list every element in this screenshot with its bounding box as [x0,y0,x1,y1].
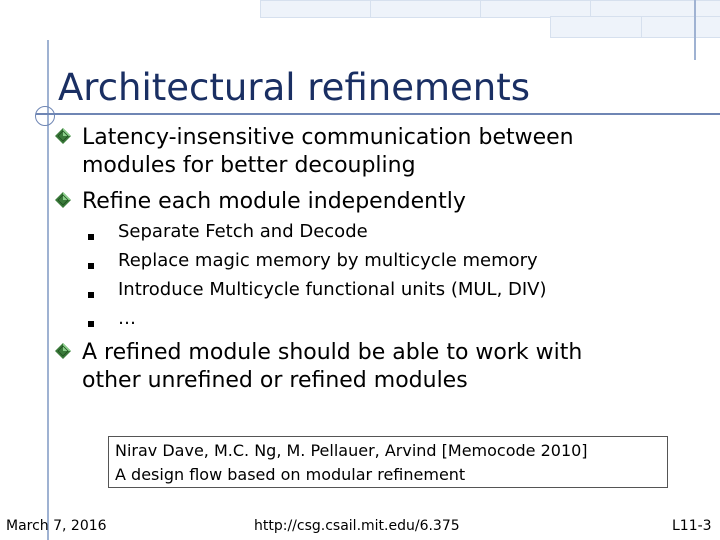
subbullet-2: Replace magic memory by multicycle memory [118,250,538,271]
citation-authors: Nirav Dave, M.C. Ng, M. Pellauer, Arvind [Memocode 2010] [115,441,588,460]
bullet-2-line-1: Refine each module independently [82,189,466,214]
subbullet-4: … [118,308,136,329]
slide-title: Architectural refinements [58,66,531,109]
header-vertical-rule [694,0,696,60]
diamond-bullet-icon [54,191,72,209]
corner-circle-icon [35,106,55,126]
subbullet-3: Introduce Multicycle functional units (MUL, DIV) [118,279,547,300]
bullet-3-line-2: other unrefined or refined modules [82,368,468,393]
bullet-3-line-1: A refined module should be able to work with [82,340,583,365]
square-bullet-icon [88,321,94,327]
diamond-bullet-icon [54,127,72,145]
bullet-1-line-1: Latency-insensitive communication between [82,125,574,150]
bullet-1-line-2: modules for better decoupling [82,153,416,178]
header-decoration [260,0,720,58]
footer-page-number: L11-3 [672,518,712,534]
footer-date: March 7, 2016 [6,518,107,534]
square-bullet-icon [88,292,94,298]
square-bullet-icon [88,234,94,240]
square-bullet-icon [88,263,94,269]
citation-box [108,436,668,488]
footer-url: http://csg.csail.mit.edu/6.375 [254,518,460,534]
subbullet-1: Separate Fetch and Decode [118,221,368,242]
citation-title: A design flow based on modular refinement [115,465,466,484]
title-underline [36,113,720,115]
diamond-bullet-icon [54,342,72,360]
